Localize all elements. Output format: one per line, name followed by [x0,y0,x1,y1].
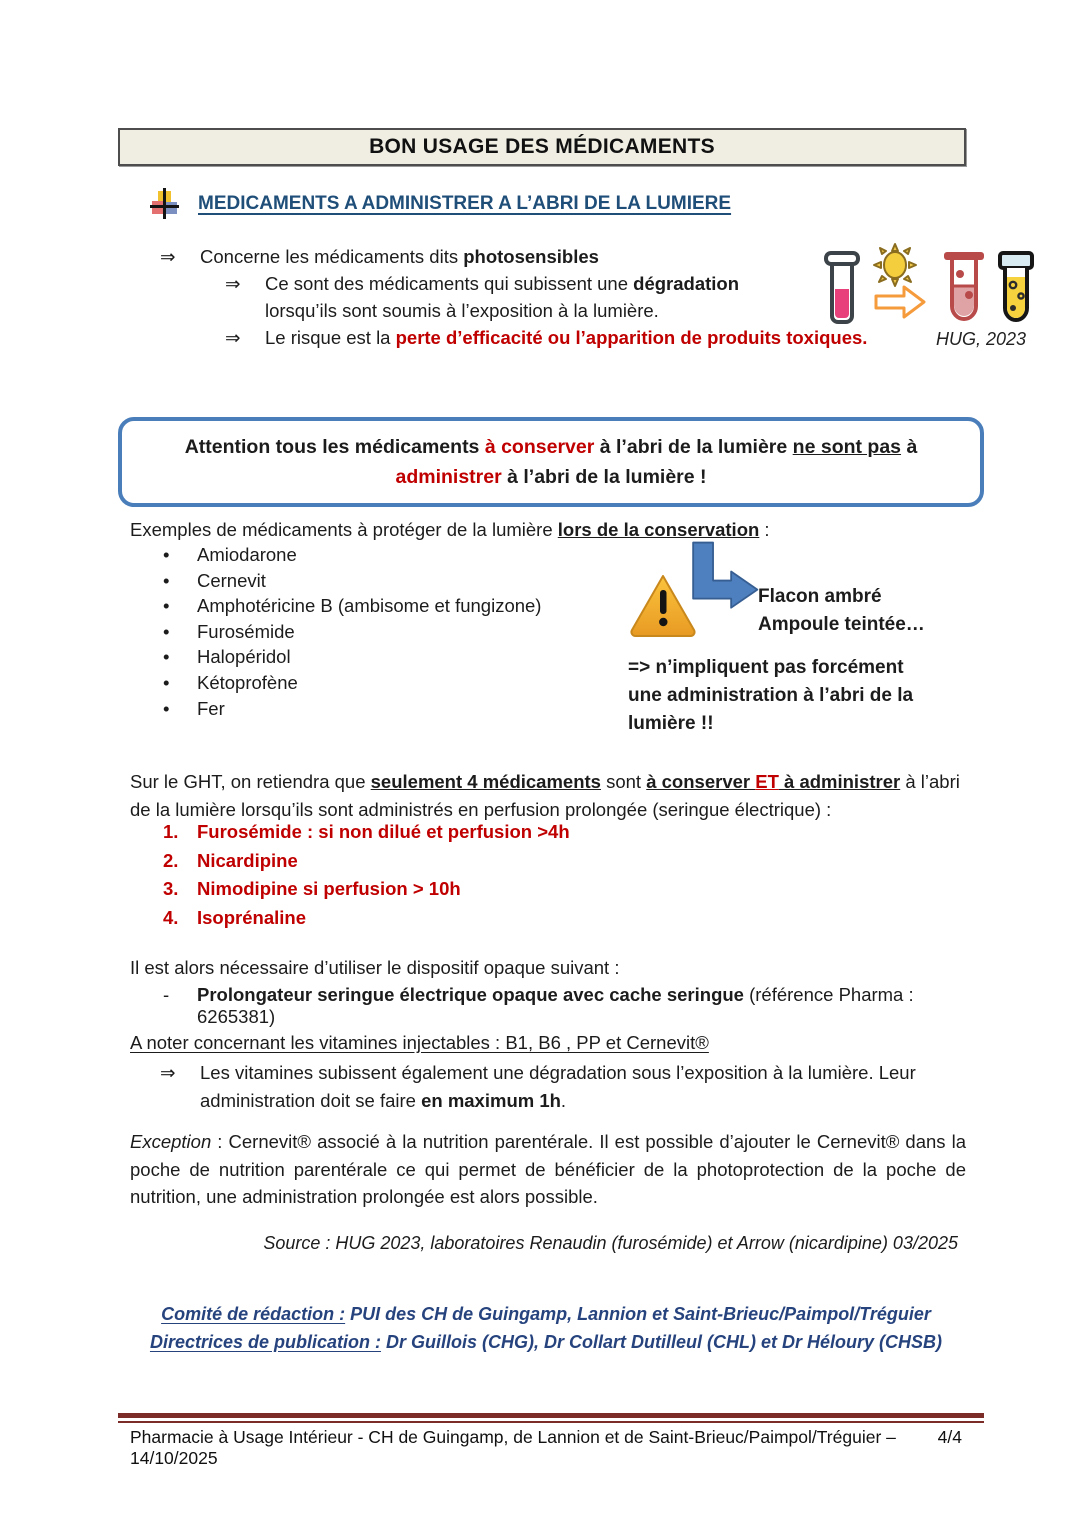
examples-intro-pre: Exemples de médicaments à protéger de la lumière [130,519,558,540]
intro-bullet-1-pre: Concerne les médicaments dits [200,246,464,267]
item-text: Nimodipine si perfusion > 10h [197,878,461,899]
page-title: BON USAGE DES MÉDICAMENTS [369,135,715,158]
ght-seg-underline: à administrer [778,771,901,792]
intro-bullet-3-text [265,324,867,351]
device-intro: Il est alors nécessaire d’utiliser le dispositif opaque suivant : [130,957,620,978]
intro-bullet-3-red: perte d’efficacité ou l’apparition de produits toxiques. [395,327,868,348]
section-heading-row [150,188,731,220]
vitamins-heading: A noter concernant les vitamines injectables : B1, B6 , PP et Cernevit® [130,1032,709,1053]
attention-seg: à l’abri de la lumière [594,436,793,458]
example-medication: Amiodarone [197,544,297,565]
bullet-icon: • [163,697,170,719]
example-medication: Amphotéricine B (ambisome et fungizone) [197,595,542,617]
section-heading: MEDICAMENTS A ADMINISTRER A L’ABRI DE LA LUMIERE [198,193,732,214]
examples-intro-post: : [759,519,770,540]
callout-note-line: => n’impliquent pas forcément [628,657,904,678]
bullet-icon: • [163,620,170,642]
double-arrow-icon: ⇒ [160,246,176,267]
exception-label: Exception [130,1131,212,1152]
intro-bullet-3-pre: Le risque est la [265,327,396,348]
footer-left-text: Pharmacie à Usage Intérieur - CH de Guingamp, de Lannion et de Saint-Brieuc/Paimpol/Tréguier – 14/10/2025 [130,1427,896,1468]
ght-paragraph [130,768,974,823]
attention-warning-box [118,417,984,507]
credits-line-2 [130,1328,962,1356]
credits-text: PUI des CH de Guingamp, Lannion et Saint-Brieuc/Paimpol/Tréguier [345,1304,931,1324]
intro-bullet-1-text [200,243,599,270]
attention-seg-underline: ne sont pas [792,436,902,458]
intro-bullet-2-pre: Ce sont des médicaments qui subissent une [265,273,634,294]
bullet-icon: • [163,671,170,693]
cross-horizontal-bar [150,205,179,208]
exception-text: : Cernevit® associé à la nutrition parentérale. Il est possible d’ajouter le Cernevit® dans la poche de nutrition parentérale ce qui permet de bénéficier de la photoprotection de la poche de nutrition, une administration prolongée est alors possible. [130,1131,966,1207]
attention-seg: à l’abri de la lumière ! [501,466,707,488]
ght-seg-red-underline: ET [755,771,779,792]
double-arrow-icon: ⇒ [225,273,241,294]
blue-elbow-arrow-icon [666,541,761,621]
bullet-icon: • [163,595,170,617]
item-number: 3. [163,878,179,899]
vitamins-text [200,1059,940,1114]
example-medication: Fer [197,697,225,719]
attention-seg: Attention tous les médicaments [184,436,485,458]
item-number: 4. [163,906,179,928]
bullet-icon: • [163,544,170,565]
device-item-text [197,984,973,1028]
numbered-item [163,904,863,933]
examples-intro-underline: lors de la conservation [557,519,760,540]
attention-seg-red: à conserver [484,436,595,458]
device-item-bold: Prolongateur seringue électrique opaque avec cache seringue [197,984,744,1005]
vitamins-bullet [160,1059,940,1114]
example-medication: Cernevit [197,569,266,591]
attention-line-2 [395,462,706,492]
callout-note-line: lumière !! [628,713,714,734]
example-medication: Furosémide [197,620,295,642]
ght-seg-underline: à conserver [646,771,756,792]
vitamins-text-post: . [560,1089,567,1111]
vitamins-text-pre: Les vitamines subissent également une dégradation sous l’exposition à la lumière. Leur administration doit se faire [200,1062,916,1111]
example-medication: Kétoprofène [197,671,298,693]
double-arrow-icon: ⇒ [160,1062,176,1083]
ght-seg-underline: seulement 4 médicaments [370,771,601,792]
item-number: 2. [163,849,179,871]
callout-note-line: une administration à l’abri de la [628,685,914,706]
ght-seg: Sur le GHT, on retiendra que [130,771,371,792]
list-item [163,542,723,568]
intro-bullet-2 [225,270,787,324]
credits-block [130,1300,962,1356]
illustration-caption: HUG, 2023 [936,329,1027,349]
callout-note [628,654,968,738]
numbered-item [163,818,863,847]
dash-bullet: - [163,984,170,1005]
credits-label: Comité de rédaction : [161,1304,346,1324]
intro-bullet-2-bold: dégradation [633,273,740,294]
footer-divider [118,1413,984,1423]
sun-icon [872,242,918,288]
credits-text: Dr Guillois (CHG), Dr Collart Dutilleul (CHL) et Dr Héloury (CHSB) [381,1332,943,1352]
vitamins-text-bold: en maximum 1h [421,1089,561,1111]
photodegradation-illustration [820,246,1035,330]
exception-paragraph [130,1128,966,1211]
footer-page-number: 4/4 [937,1427,962,1447]
ght-medication-list [163,818,863,932]
item-text: Furosémide : si non dilué et perfusion >4h [197,821,570,842]
ght-seg: à l’abri de la lumière lorsqu’ils sont administrés en perfusion prolongée (seringue électrique) : [130,771,960,820]
source-line: Source : HUG 2023, laboratoires Renaudin (furosémide) et Arrow (nicardipine) 03/2025 [263,1233,958,1253]
intro-bullet-2-post: lorsqu’ils sont soumis à l’exposition à la lumière. [265,300,659,321]
item-text: Nicardipine [197,849,298,871]
attention-line-1 [185,432,918,462]
colored-squares-bullet-icon [150,188,180,220]
example-medication: Halopéridol [197,646,291,668]
test-tube-red-degraded-icon [942,250,986,328]
device-item [163,984,973,1028]
item-text: Isoprénaline [197,906,306,928]
orange-right-arrow-icon [873,283,927,321]
examples-intro [130,519,770,541]
test-tube-pink-icon [822,250,862,328]
attention-seg: à [901,436,918,458]
item-number: 1. [163,821,179,842]
double-arrow-icon: ⇒ [225,327,241,348]
bullet-icon: • [163,569,170,591]
test-tube-yellow-degraded-icon [996,250,1036,328]
credits-label: Directrices de publication : [149,1332,382,1352]
callout-ampoule-teintee: Ampoule teintée… [758,614,925,635]
callout-flacon-ambre: Flacon ambré [758,586,882,607]
attention-seg-red: administrer [395,466,502,488]
document-title-bar [118,128,966,166]
intro-bullet-1 [160,243,780,270]
intro-bullet-2-text [265,270,787,324]
credits-line-1 [130,1300,962,1328]
intro-bullet-1-bold: photosensibles [463,246,599,267]
bullet-icon: • [163,646,170,668]
device-item-ref: (référence Pharma : 6265381) [197,984,914,1027]
cross-vertical-bar [163,188,166,219]
numbered-item [163,875,863,904]
ght-seg: sont [600,771,647,792]
numbered-item [163,847,863,876]
footer [130,1427,962,1469]
